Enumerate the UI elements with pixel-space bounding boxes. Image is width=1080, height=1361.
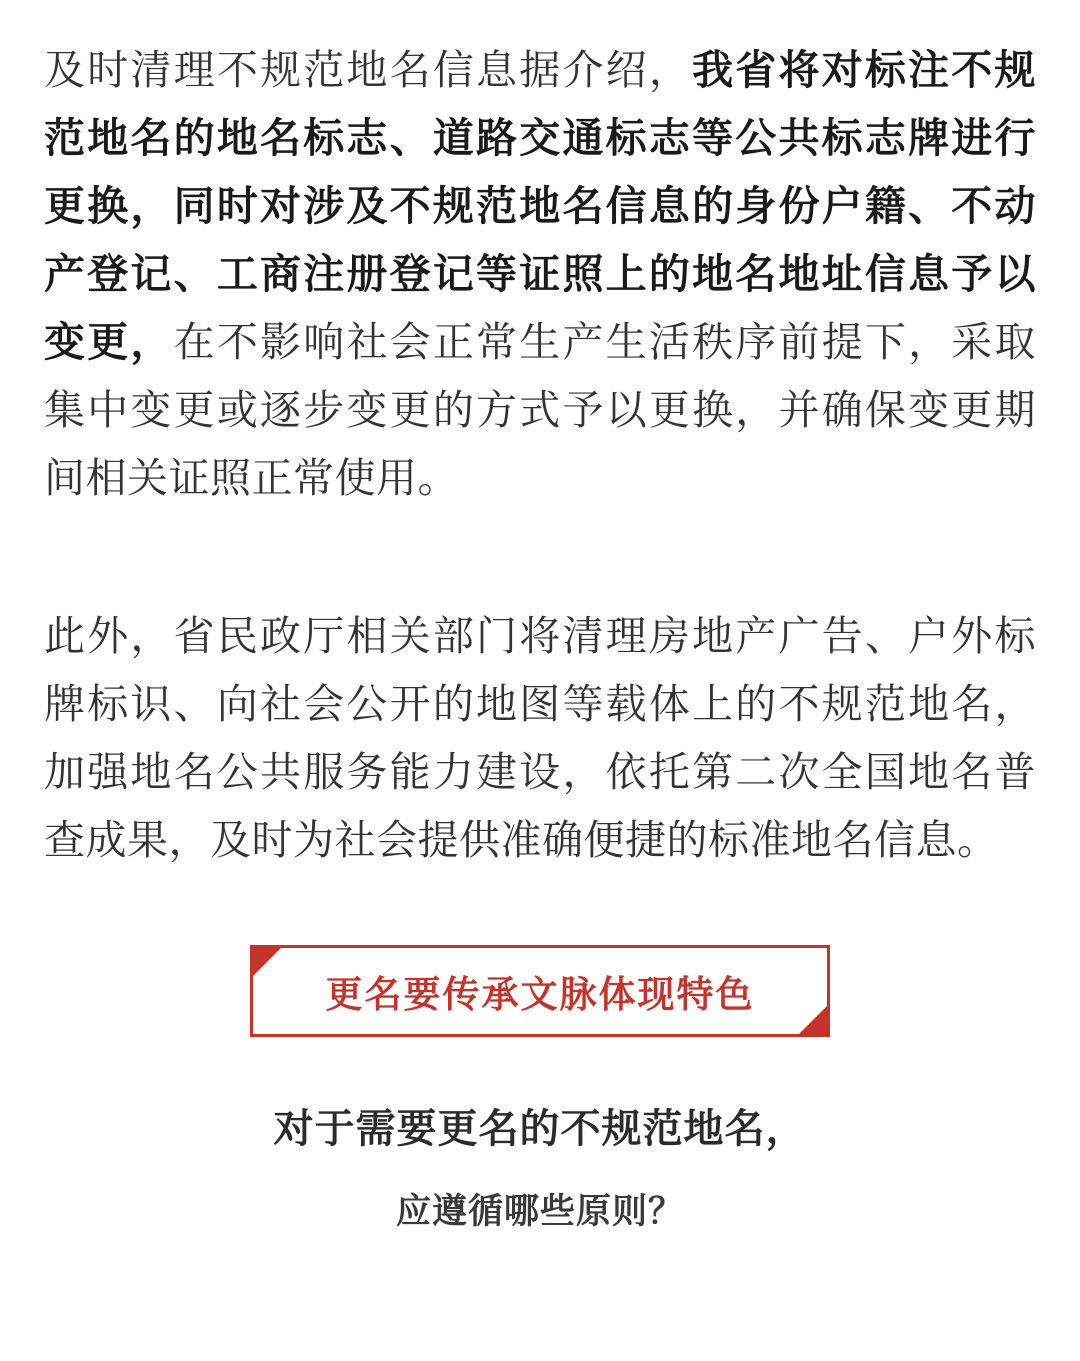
question-line-2: 应遵循哪些原则？: [395, 1191, 684, 1231]
banner-label: 更名要传承文脉体现特色: [325, 973, 755, 1015]
paragraph-run: 我省将对标注不规范地名的地名标志、道路交通标志等公共标志牌进行更换，同时对涉及不规范地名信息的身份户籍、不动产登记、工商注册登记等证照上的地名地址信息予以变更，: [44, 47, 1037, 366]
paragraph-run: 在不影响社会正常生产生活秩序前提下，采取集中变更或逐步变更的方式予以更换，并确保变更期间相关证照正常使用。: [44, 319, 1037, 502]
paragraph-2: [44, 602, 1036, 874]
question-block: [44, 1097, 1036, 1234]
banner-box: [250, 945, 830, 1037]
banner-corner-bottom-right-icon: [796, 1003, 830, 1037]
paragraph-run: 此外，省民政厅相关部门将清理房地产广告、户外标牌标识、向社会公开的地图等载体上的不规范地名，加强地名公共服务能力建设，依托第二次全国地名普查成果，及时为社会提供准确便捷的标准地名信息。: [44, 613, 1036, 864]
paragraph-1: [44, 36, 1036, 512]
banner-corner-top-left-icon: [250, 945, 284, 979]
question-line-1: 对于需要更名的不规范地名，: [273, 1106, 807, 1151]
paragraph-run: 及时清理不规范地名信息据介绍，: [44, 47, 693, 93]
section-banner: [44, 945, 1036, 1037]
paragraph-spacer: [44, 558, 1036, 602]
